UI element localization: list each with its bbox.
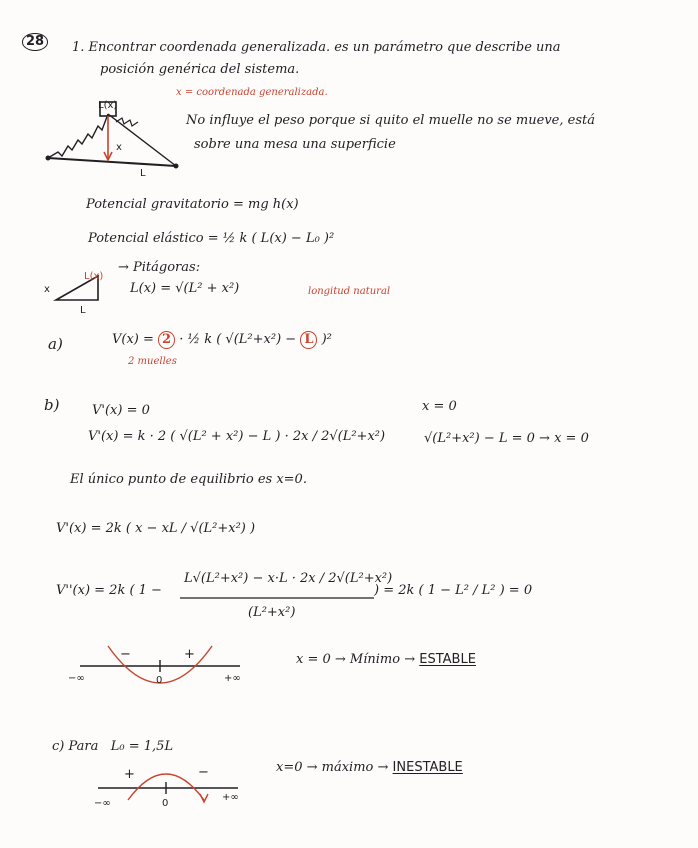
sign-minus-b: − <box>120 647 131 662</box>
fraction-bar <box>180 596 376 600</box>
result-b-prefix: x = 0 → Mínimo → <box>296 652 416 667</box>
formula-prefix: V(x) = <box>112 332 154 347</box>
first-derivative: V'(x) = 2k ( x − xL / √(L²+x²) ) <box>56 521 256 536</box>
circled-L: L <box>300 331 317 349</box>
problem-number-circle <box>22 33 48 51</box>
pythagoras-formula: L(x) = √(L² + x²) <box>130 281 240 296</box>
axis-left-c: −∞ <box>94 798 111 809</box>
second-derivative-denominator: (L²+x²) <box>248 605 296 620</box>
tri-label-x: x <box>44 284 50 295</box>
sign-plus-b: + <box>184 647 195 662</box>
note-line-2: sobre una mesa una superficie <box>194 137 396 152</box>
note-2-muelles: 2 muelles <box>128 356 177 367</box>
equilibrium-statement: El único punto de equilibrio es x=0. <box>70 472 307 487</box>
part-a-label: a) <box>48 335 63 353</box>
fig1-label-L: L <box>140 168 146 179</box>
part-c-condition: L₀ = 1,5L <box>110 739 174 754</box>
sign-chart-b <box>78 640 248 700</box>
formula-mid: · ½ k ( √(L²+x²) − <box>179 332 297 347</box>
result-c-inestable: INESTABLE <box>392 760 463 775</box>
axis-right-c: +∞ <box>222 792 239 803</box>
x-definition: x = coordenada generalizada. <box>176 87 328 98</box>
fig1-label-x: x <box>116 142 122 153</box>
second-derivative-left: V''(x) = 2k ( 1 − <box>56 583 162 598</box>
tri-label-L: L <box>80 305 86 316</box>
result-b-estable: ESTABLE <box>419 652 476 667</box>
tri-label-Lx: L(x) <box>84 271 104 282</box>
part-b-line-1: V'(x) = 0 <box>92 403 150 418</box>
second-derivative-right: ) = 2k ( 1 − L² / L² ) = 0 <box>374 583 533 598</box>
circled-two: 2 <box>158 331 175 349</box>
part-c-label-line <box>52 739 173 755</box>
pythagoras-arrow: → Pitágoras: <box>118 260 201 275</box>
sign-plus-c: + <box>124 767 135 782</box>
sign-minus-c: − <box>198 765 209 780</box>
branch-bottom: √(L²+x²) − L = 0 → x = 0 <box>424 431 589 446</box>
note-line-1: No influye el peso porque si quito el muelle no se mueve, está <box>186 113 595 128</box>
formula-end: )² <box>321 332 332 347</box>
branch-top: x = 0 <box>422 399 457 414</box>
axis-zero-b: 0 <box>156 675 163 686</box>
second-derivative-numerator: L√(L²+x²) − x·L · 2x / 2√(L²+x²) <box>184 571 393 586</box>
axis-left-b: −∞ <box>68 673 85 684</box>
part-b-label: b) <box>44 396 60 414</box>
part-c-label: c) Para <box>52 739 99 754</box>
axis-right-b: +∞ <box>224 673 241 684</box>
result-b-line <box>296 652 476 668</box>
intro-line-2: posición genérica del sistema. <box>100 62 300 77</box>
axis-zero-c: 0 <box>162 798 169 809</box>
problem-number: 28 <box>22 33 48 51</box>
gravitational-potential: Potencial gravitatorio = mg h(x) <box>86 197 299 212</box>
result-c-line <box>276 760 463 776</box>
result-c-prefix: x=0 → máximo → <box>276 760 389 775</box>
fig1-label-Lx: L(x) <box>98 100 118 111</box>
part-a-formula <box>112 331 332 349</box>
elastic-potential: Potencial elástico = ½ k ( L(x) − L₀ )² <box>88 231 335 246</box>
intro-line-1: 1. Encontrar coordenada generalizada. es un parámetro que describe una <box>72 40 561 55</box>
note-longitud-natural: longitud natural <box>308 286 391 297</box>
part-b-line-2: V'(x) = k · 2 ( √(L² + x²) − L ) · 2x / 2√(L²+x²) <box>88 429 386 444</box>
